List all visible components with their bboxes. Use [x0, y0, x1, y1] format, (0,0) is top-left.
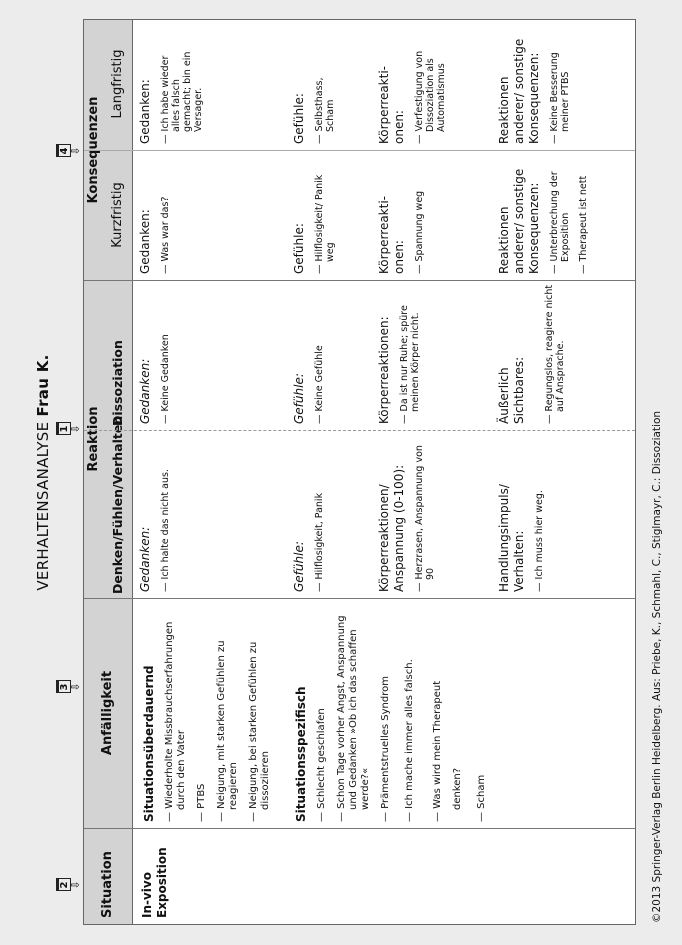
list-item: — Schlecht geschlafen	[316, 602, 328, 822]
list-item: — Therapeut ist nett	[578, 154, 589, 274]
label-gefuehle: Gefühle:	[292, 373, 306, 424]
list-item: — Spannung weg	[414, 189, 425, 274]
column-situation	[84, 829, 635, 924]
header-anfaelligkeit: Anfälligkeit	[100, 670, 115, 756]
marker-number: 2	[56, 879, 71, 892]
label-gefuehle: Gefühle:	[292, 541, 306, 592]
list-item: — Neigung, mit starken Gefühlen zu reagieren	[216, 602, 240, 822]
list-item: — PTBS	[196, 602, 208, 822]
list-item: — Neigung, bei starken Gefühlen zu dissoziieren	[248, 602, 272, 822]
list-item: — Verfestigung von Dissoziation als Automatismus	[414, 34, 447, 144]
marker-situation	[56, 877, 80, 893]
arrow-down-icon: ⇩	[69, 424, 82, 434]
label-handlung: Handlungsimpuls/ Verhalten:	[497, 484, 526, 592]
copyright-note: ©2013 Springer-Verlag Berlin Heidelberg. Aus: Priebe, K., Schmahl, C., Stiglmayr, C.: Dissoziation	[651, 410, 663, 923]
list-item: — Selbsthass, Scham	[314, 52, 336, 144]
list-item: — Hilflosigkeit/ Panik weg	[314, 154, 336, 274]
list-item: — Keine Gefühle	[314, 284, 325, 424]
header-denken: Denken/Fühlen/Verhalten	[110, 415, 125, 594]
list-item: — Ich halte das nicht aus.	[160, 434, 171, 592]
label-gefuehle: Gefühle:	[292, 93, 306, 144]
label-koerper: Körperreakti-onen:	[377, 196, 406, 274]
label-gefuehle: Gefühle:	[292, 223, 306, 274]
header-situation: Situation	[100, 851, 115, 918]
marker-anfaelligkeit	[56, 679, 80, 695]
list-item: — Scham	[476, 602, 488, 822]
marker-number: 4	[56, 145, 71, 158]
situation-text: In-vivo Exposition	[140, 847, 169, 918]
arrow-down-icon: ⇩	[69, 880, 82, 890]
list-item: — Hilflosigkeit, Panik	[314, 434, 325, 592]
header-kurzfristig: Kurzfristig	[110, 182, 125, 248]
arrow-down-icon: ⇩	[69, 682, 82, 692]
list-item: — Ich muss hier weg.	[534, 434, 545, 592]
list-item: — Da ist nur Ruhe; spüre meinen Körper nicht.	[399, 284, 421, 424]
label-reaktionen: Reaktionen anderer/ sonstige Konsequenzen:	[497, 38, 541, 144]
header-dissoziation: Dissoziation	[110, 340, 125, 426]
arrow-down-icon: ⇩	[69, 146, 82, 156]
label-gedanken: Gedanken:	[138, 526, 152, 592]
label-reaktionen: Reaktionen anderer/ sonstige Konsequenzen:	[497, 168, 541, 274]
marker-number: 3	[56, 681, 71, 694]
list-item: — Ich mache immer alles falsch.	[400, 602, 420, 822]
list-item: — Prämentstruelles Syndrom	[380, 602, 392, 822]
column-anfaelligkeit	[84, 598, 635, 829]
list-item: — Keine Gedanken	[160, 284, 171, 424]
page-title	[34, 0, 52, 945]
list-item: — Ich habe wieder alles falsch gemacht; bin ein Versager.	[160, 42, 204, 144]
analysis-table	[83, 19, 636, 925]
label-koerper: Körperreaktionen:	[377, 316, 391, 424]
marker-konsequenzen	[56, 143, 80, 159]
label-gedanken: Gedanken:	[138, 358, 152, 424]
header-langfristig: Langfristig	[110, 49, 125, 119]
list-item: — Schon Tage vorher Angst, Anspannung und Gedanken »Ob ich das schaffen werde?«	[336, 602, 372, 822]
subheading-ueberdauernd: Situationsüberdauernd	[142, 665, 156, 822]
column-denken	[84, 406, 635, 599]
list-item: — Keine Besserung meiner PTBS	[549, 37, 571, 144]
marker-reaktion	[56, 421, 80, 437]
list-item: — Wiederholte Missbrauchserfahrungen durch den Vater	[164, 602, 188, 822]
label-koerper: Körperreaktionen/ Anspannung (0-100):	[377, 464, 406, 592]
column-dissoziation	[84, 280, 635, 431]
marker-number: 1	[56, 423, 71, 436]
list-item: — Was war das?	[160, 154, 171, 274]
label-gedanken: Gedanken:	[138, 209, 152, 274]
header-konsequenzen: Konsequenzen	[86, 96, 101, 204]
label-gedanken: Gedanken:	[138, 79, 152, 144]
header-reaktion: Reaktion	[86, 406, 101, 472]
list-item: — Regungslos, reagiere nicht auf Ansprache.	[544, 284, 566, 424]
title-main: VERHALTENSANALYSE	[34, 421, 52, 591]
list-item: — Unterbrechung der Exposition	[549, 154, 571, 274]
label-koerper: Körperreakti-onen:	[377, 66, 406, 144]
list-item: — Herzrasen, Anspannung von 90	[414, 434, 436, 592]
subheading-spezifisch: Situationsspezifisch	[294, 686, 308, 822]
column-langfristig	[84, 18, 635, 151]
label-sichtbar: Äußerlich Sichtbares:	[497, 356, 526, 424]
list-item: — Was wird mein Therapeut denken?	[428, 660, 468, 822]
title-name: Frau K.	[34, 354, 52, 417]
